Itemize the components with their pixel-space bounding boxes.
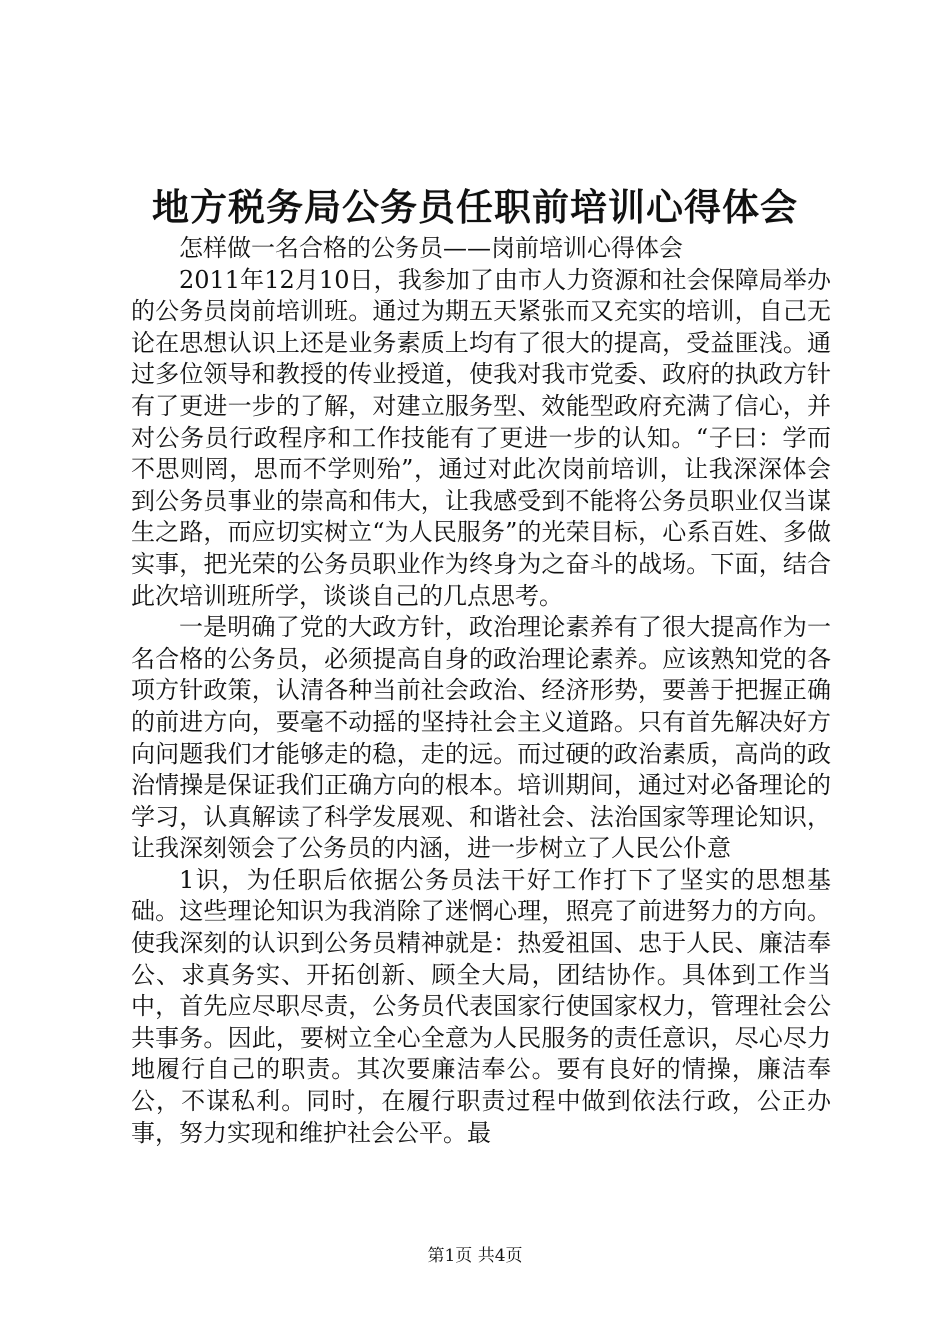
paragraph-continuation: 1识，为任职后依据公务员法干好工作打下了坚实的思想基础。这些理论知识为我消除了迷惘心理，照亮了前进努力的方向。使我深刻的认识到公务员精神就是：热爱祖国、忠于人民、廉洁奉公、求真务实、开拓创新、顾全大局，团结协作。具体到工作当中，首先应尽职尽责，公务员代表国家行使国家权力，管理社会公共事务。因此，要树立全心全意为人民服务的责任意识，尽心尽力地履行自己的职责。其次要廉洁奉公。要有良好的情操，廉洁奉公，不谋私利。同时，在履行职责过程中做到依法行政，公正办事，努力实现和维护社会公平。最 bbox=[131, 865, 831, 1147]
paragraph-intro: 2011年12月10日，我参加了由市人力资源和社会保障局举办的公务员岗前培训班。通过为期五天紧张而又充实的培训，自己无论在思想认识上还是业务素质上均有了很大的提高，受益匪浅。通过多位领导和教授的传业授道，使我对我市党委、政府的执政方针有了更进一步的了解，对建立服务型、效能型政府充满了信心，并对公务员行政程序和工作技能有了更进一步的认知。“子曰：学而不思则罔，思而不学则殆”，通过对此次岗前培训，让我深深体会到公务员事业的崇高和伟大，让我感受到不能将公务员职业仅当谋生之路，而应切实树立“为人民服务”的光荣目标，心系百姓、多做实事，把光荣的公务员职业作为终身为之奋斗的战场。下面，结合此次培训班所学，谈谈自己的几点思考。 bbox=[131, 265, 831, 610]
paragraph-subtitle: 怎样做一名合格的公务员——岗前培训心得体会 bbox=[179, 234, 683, 262]
document-body bbox=[131, 233, 831, 1149]
page-footer: 第1页 共4页 bbox=[427, 1246, 523, 1266]
page-title: 地方税务局公务员任职前培训心得体会 bbox=[152, 185, 798, 229]
paragraph-point-one: 一是明确了党的大政方针，政治理论素养有了很大提高作为一名合格的公务员，必须提高自身的政治理论素养。应该熟知党的各项方针政策，认清各种当前社会政治、经济形势，要善于把握正确的前进方向，要毫不动摇的坚持社会主义道路。只有首先解决好方向问题我们才能够走的稳，走的远。而过硬的政治素质，高尚的政治情操是保证我们正确方向的根本。培训期间，通过对必备理论的学习，认真解读了科学发展观、和谐社会、法治国家等理论知识，让我深刻领会了公务员的内涵，进一步树立了人民公仆意 bbox=[131, 613, 831, 863]
